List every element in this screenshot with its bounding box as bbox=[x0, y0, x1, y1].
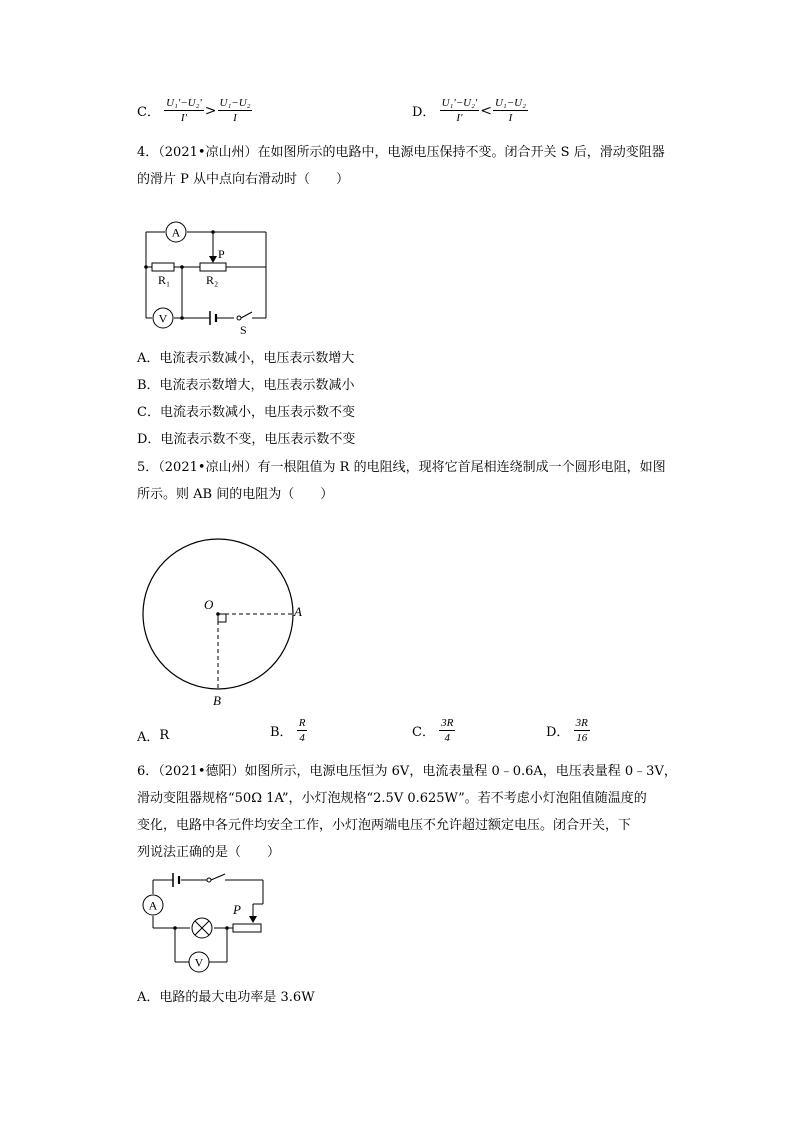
q6-stem-line3: 变化，电路中各元件均安全工作，小灯泡两端电压不允许超过额定电压。闭合开关，下 bbox=[137, 818, 632, 833]
svg-text:S: S bbox=[240, 323, 247, 337]
q4-stem-line1: 4．（2021•凉山州）在如图所示的电路中，电源电压保持不变。闭合开关 S 后，滑动变阻器 bbox=[137, 145, 665, 160]
q6-option-a: A．电路的最大电功率是 3.6W bbox=[137, 990, 315, 1005]
q4-option-c: C．电流表示数减小，电压表示数不变 bbox=[137, 405, 355, 420]
q5-option-b: B． $\frac{R}{4}$ bbox=[270, 717, 306, 744]
svg-text:P: P bbox=[233, 902, 241, 917]
switch-icon bbox=[207, 878, 211, 882]
q3-d-rhs-fraction: $\frac{\text{U₁−U₂}}{I}$ bbox=[494, 97, 526, 124]
q3-c-rhs-fraction: $\frac{\text{U₁−U₂}}{I}$ bbox=[219, 97, 251, 124]
switch-icon bbox=[237, 316, 241, 320]
svg-text:B: B bbox=[213, 693, 221, 708]
svg-text:A: A bbox=[148, 898, 158, 913]
q5-stem-line1: 5．（2021•凉山州）有一根阻值为 R 的电阻线，现将它首尾相连绕制成一个圆形电阻，如图 bbox=[137, 460, 666, 475]
q3-c-lhs-fraction: $\frac{\text{U₁'−U₂'}}{I'}$ bbox=[166, 97, 202, 124]
slider-arrow-icon bbox=[209, 256, 217, 263]
q4-option-b: B．电流表示数增大，电压表示数减小 bbox=[137, 378, 355, 393]
svg-text:R₂: R₂ bbox=[206, 273, 219, 287]
q6-circuit-diagram bbox=[135, 868, 275, 978]
q6-stem-line1: 6．（2021•德阳）如图所示，电源电压恒为 6V，电流表量程 0﹣0.6A，电压表量程 0﹣3V， bbox=[137, 764, 677, 779]
q6-stem-line2: 滑动变阻器规格“50Ω 1A”，小灯泡规格“2.5V 0.625W”。若不考虑小灯泡阻值随温度的 bbox=[137, 791, 647, 806]
q3-option-c: C． $\frac{\text{U₁'−U₂'}}{I'}$ > $\frac{\text{U₁−U₂}}{I}$ bbox=[137, 97, 251, 124]
q4-option-a: A．电流表示数减小，电压表示数增大 bbox=[137, 351, 355, 366]
q5-option-c: C． $\frac{3R}{4}$ bbox=[412, 717, 454, 744]
q3-option-d: D． $\frac{\text{U₁'−U₂'}}{I'}$ < $\frac{\text{U₁−U₂}}{I}$ bbox=[412, 97, 526, 124]
svg-text:A: A bbox=[171, 225, 181, 240]
q5-option-d: D． $\frac{3R}{16}$ bbox=[546, 717, 588, 744]
q4-stem-line2: 的滑片 P 从中点向右滑动时（ ） bbox=[137, 172, 350, 187]
q6-stem-line4: 列说法正确的是（ ） bbox=[137, 845, 281, 860]
svg-text:P: P bbox=[218, 247, 225, 261]
svg-text:V: V bbox=[158, 311, 168, 326]
svg-text:O: O bbox=[204, 597, 214, 612]
svg-text:R₁: R₁ bbox=[158, 273, 171, 287]
q4-circuit-diagram bbox=[130, 220, 280, 338]
q5-stem-line2: 所示。则 AB 间的电阻为（ ） bbox=[137, 487, 334, 502]
q3-d-lhs-fraction: $\frac{\text{U₁'−U₂'}}{I'}$ bbox=[441, 97, 478, 124]
q5-option-a: A．R bbox=[137, 728, 170, 745]
slider-arrow-icon bbox=[249, 916, 257, 923]
q4-option-d: D．电流表示数不变，电压表示数不变 bbox=[137, 432, 356, 447]
svg-text:V: V bbox=[194, 955, 204, 970]
svg-text:A: A bbox=[294, 604, 302, 619]
q5-circle-diagram bbox=[130, 530, 320, 715]
